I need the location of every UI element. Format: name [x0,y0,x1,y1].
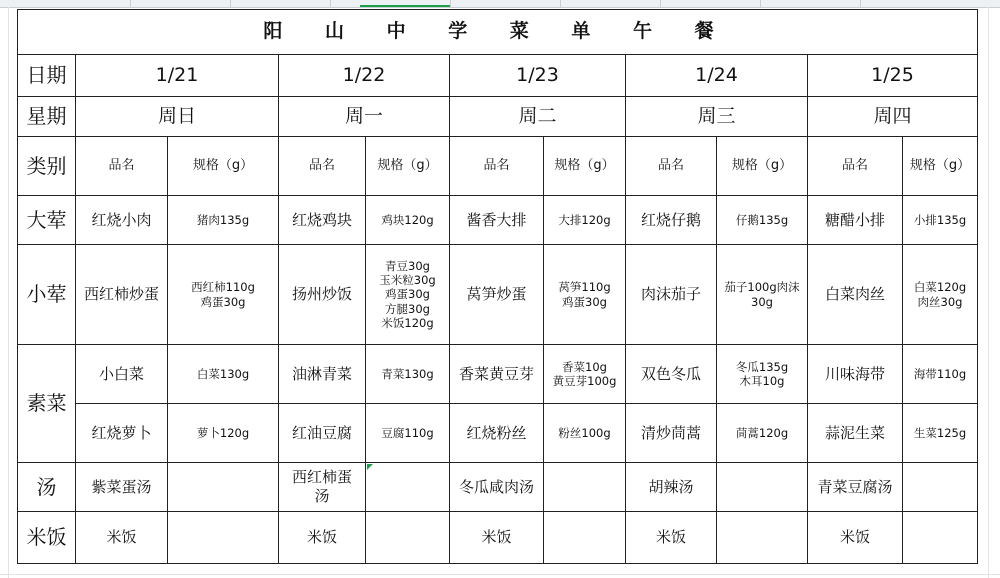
menu-title[interactable]: 阳 山 中 学 菜 单 午 餐 [18,10,978,55]
dish-spec-cell[interactable]: 粉丝100g [544,404,626,463]
dish-spec-cell[interactable]: 香菜10g 黄豆芽100g [544,345,626,404]
column-header-name[interactable]: 品名 [626,137,717,196]
row-label-weekday[interactable]: 星期 [18,97,76,137]
dish-spec-cell[interactable] [366,463,450,512]
dish-name-cell[interactable]: 红烧萝卜 [76,404,168,463]
column-header-name[interactable]: 品名 [450,137,544,196]
dish-name-cell[interactable]: 白菜肉丝 [808,245,903,345]
dish-name-cell[interactable]: 冬瓜咸肉汤 [450,463,544,512]
column-header-name[interactable]: 品名 [279,137,366,196]
date-cell[interactable]: 1/21 [76,55,279,97]
dish-spec-cell[interactable]: 茄子100g肉沫 30g [717,245,808,345]
dish-spec-cell[interactable] [903,463,978,512]
dish-spec-cell[interactable]: 海带110g [903,345,978,404]
row-label-date[interactable]: 日期 [18,55,76,97]
column-header-name[interactable]: 品名 [808,137,903,196]
dish-spec-cell[interactable]: 猪肉135g [168,196,279,245]
dish-spec-cell[interactable]: 冬瓜135g 木耳10g [717,345,808,404]
dish-name-cell[interactable]: 红烧小肉 [76,196,168,245]
dish-spec-cell[interactable] [903,512,978,564]
dish-spec-cell[interactable]: 小排135g [903,196,978,245]
column-header-spec[interactable]: 规格（g） [717,137,808,196]
dish-spec-cell[interactable]: 大排120g [544,196,626,245]
dish-name-cell[interactable]: 红烧粉丝 [450,404,544,463]
column-header-name[interactable]: 品名 [76,137,168,196]
dish-name-cell[interactable]: 肉沫茄子 [626,245,717,345]
dish-spec-cell[interactable]: 白菜130g [168,345,279,404]
dish-name-cell[interactable]: 红油豆腐 [279,404,366,463]
weekday-cell[interactable]: 周日 [76,97,279,137]
dish-spec-cell[interactable] [544,463,626,512]
dish-spec-cell[interactable]: 西红柿110g 鸡蛋30g [168,245,279,345]
dish-spec-cell[interactable]: 白菜120g 肉丝30g [903,245,978,345]
dish-name-cell[interactable]: 胡辣汤 [626,463,717,512]
date-cell[interactable]: 1/22 [279,55,450,97]
row-label-category[interactable]: 类别 [18,137,76,196]
dish-spec-cell[interactable]: 鸡块120g [366,196,450,245]
lunch-menu-table [17,9,978,564]
dish-name-cell[interactable]: 扬州炒饭 [279,245,366,345]
dish-spec-cell[interactable]: 生菜125g [903,404,978,463]
dish-spec-cell[interactable]: 豆腐110g [366,404,450,463]
dish-spec-cell[interactable] [544,512,626,564]
dish-spec-cell[interactable]: 仔鹅135g [717,196,808,245]
column-header-spec[interactable]: 规格（g） [366,137,450,196]
dish-name-cell[interactable]: 米饭 [808,512,903,564]
date-cell[interactable]: 1/25 [808,55,978,97]
dish-name-cell[interactable]: 红烧仔鹅 [626,196,717,245]
dish-name-cell[interactable]: 油淋青菜 [279,345,366,404]
dish-name-cell[interactable]: 青菜豆腐汤 [808,463,903,512]
dish-name-cell[interactable]: 香菜黄豆芽 [450,345,544,404]
dish-name-cell[interactable]: 双色冬瓜 [626,345,717,404]
dish-name-cell[interactable]: 川味海带 [808,345,903,404]
dish-name-cell[interactable]: 米饭 [626,512,717,564]
row-label-vegetable[interactable]: 素菜 [18,345,76,463]
column-header-spec[interactable]: 规格（g） [168,137,279,196]
dish-spec-cell[interactable] [717,512,808,564]
column-header-spec[interactable]: 规格（g） [903,137,978,196]
column-header-spec[interactable]: 规格（g） [544,137,626,196]
sheet-gridline [988,7,989,578]
dish-spec-cell[interactable]: 莴笋110g 鸡蛋30g [544,245,626,345]
dish-name-cell[interactable]: 红烧鸡块 [279,196,366,245]
dish-name-cell[interactable]: 糖醋小排 [808,196,903,245]
dish-name-cell[interactable]: 西红柿炒蛋 [76,245,168,345]
column-header-bar [0,0,1000,8]
row-label-small-meat[interactable]: 小荤 [18,245,76,345]
date-cell[interactable]: 1/24 [626,55,808,97]
dish-name-cell[interactable]: 小白菜 [76,345,168,404]
dish-name-cell[interactable]: 米饭 [279,512,366,564]
dish-name-cell[interactable]: 米饭 [450,512,544,564]
dish-spec-cell[interactable]: 萝卜120g [168,404,279,463]
dish-name-cell[interactable]: 莴笋炒蛋 [450,245,544,345]
row-label-soup[interactable]: 汤 [18,463,76,512]
weekday-cell[interactable]: 周三 [626,97,808,137]
date-cell[interactable]: 1/23 [450,55,626,97]
dish-name-cell[interactable]: 蒜泥生菜 [808,404,903,463]
dish-spec-cell[interactable] [168,512,279,564]
weekday-cell[interactable]: 周四 [808,97,978,137]
sheet-gridline [8,7,9,578]
dish-name-cell[interactable]: 紫菜蛋汤 [76,463,168,512]
row-label-rice[interactable]: 米饭 [18,512,76,564]
dish-name-cell[interactable]: 清炒茼蒿 [626,404,717,463]
dish-spec-cell[interactable] [366,512,450,564]
dish-spec-cell[interactable] [168,463,279,512]
sheet-gridline [0,574,1000,575]
dish-spec-cell[interactable]: 茼蒿120g [717,404,808,463]
dish-name-cell[interactable]: 西红柿蛋 汤 [279,463,366,512]
row-label-big-meat[interactable]: 大荤 [18,196,76,245]
dish-name-cell[interactable]: 酱香大排 [450,196,544,245]
weekday-cell[interactable]: 周二 [450,97,626,137]
cell-comment-marker [367,464,373,470]
weekday-cell[interactable]: 周一 [279,97,450,137]
dish-spec-cell[interactable]: 青豆30g 玉米粒30g 鸡蛋30g 方腿30g 米饭120g [366,245,450,345]
dish-spec-cell[interactable]: 青菜130g [366,345,450,404]
dish-spec-cell[interactable] [717,463,808,512]
dish-name-cell[interactable]: 米饭 [76,512,168,564]
